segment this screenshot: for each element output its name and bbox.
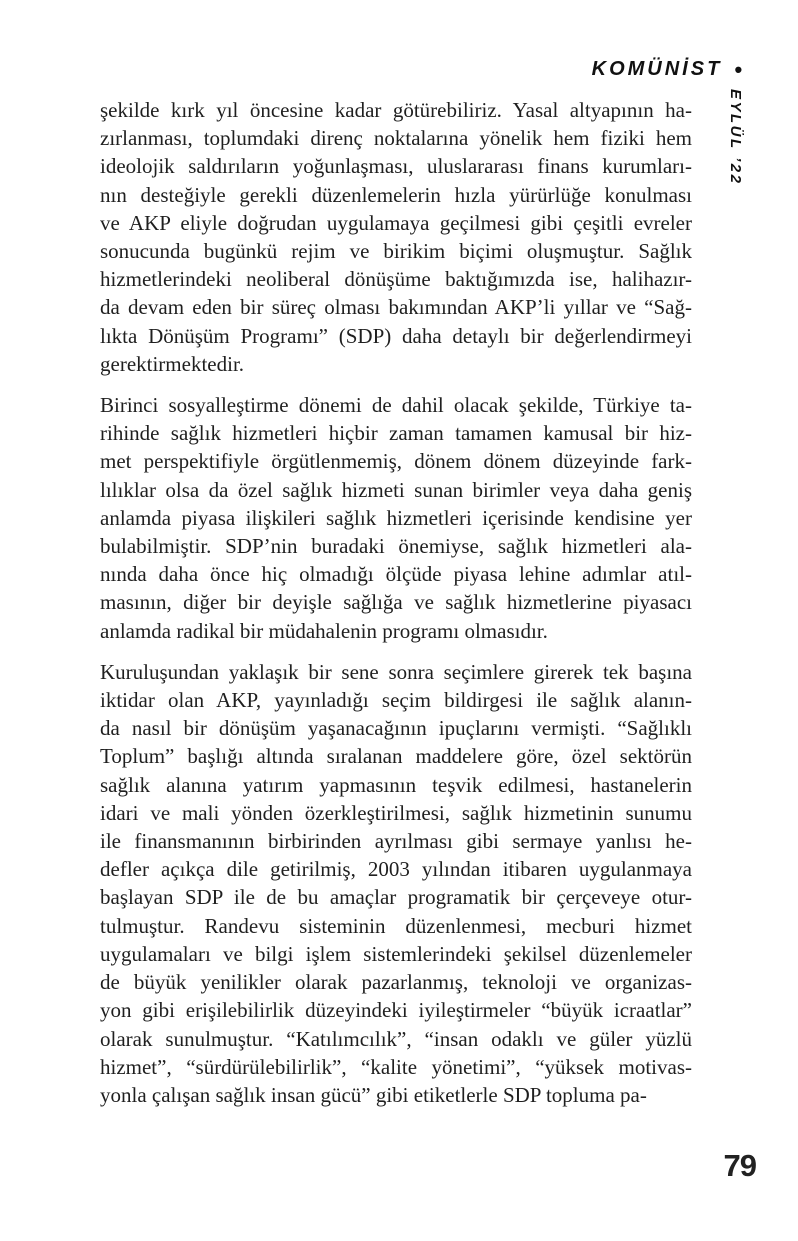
text-line: da devam eden bir süreç olması bakımından AKP’li yıllar ve “Sağ-: [100, 295, 692, 320]
text-line: ve AKP eliyle doğrudan uygulamaya geçilmesi gibi çeşitli evreler: [100, 210, 692, 235]
text-line: defler açıkça dile getirilmiş, 2003 yılından itibaren uygulanmaya: [100, 857, 692, 882]
journal-title: KOMÜNİST: [591, 58, 723, 80]
text-line: ile finansmanının birbirinden ayrılması gibi sermaye yanlısı he-: [100, 829, 692, 854]
bullet-icon: •: [734, 56, 742, 82]
text-line: olarak sunulmuştur. “Katılımcılık”, “insan odaklı ve güler yüzlü: [100, 1026, 692, 1051]
text-line: uygulamaları ve bilgi işlem sistemlerindeki şekilsel düzenlemeler: [100, 941, 692, 966]
issue-date-label: EYLÜL ’22: [727, 89, 744, 186]
text-line: rihinde sağlık hizmetleri hiçbir zaman tamamen kamusal bir hiz-: [100, 421, 692, 446]
text-line: iktidar olan AKP, yayınladığı seçim bildirgesi ile sağlık alanın-: [100, 688, 692, 713]
text-line: Birinci sosyalleştirme dönemi de dahil olacak şekilde, Türkiye ta-: [100, 393, 692, 418]
text-line: masının, diğer bir deyişle sağlığa ve sağlık hizmetlerine piyasacı: [100, 590, 692, 615]
text-line: hizmet”, “sürdürülebilirlik”, “kalite yönetimi”, “yüksek motivas-: [100, 1054, 692, 1079]
text-line: Toplum” başlığı altında sıralanan maddelere göre, özel sektörün: [100, 744, 692, 769]
text-line: de büyük yenilikler olarak pazarlanmış, teknoloji ve organizas-: [100, 970, 692, 995]
text-line: zırlanması, toplumdaki direnç noktalarına yönelik hem fiziki hem: [100, 126, 692, 151]
text-line: nın desteğiyle gerekli düzenlemelerin hızla yürürlüğe konulması: [100, 182, 692, 207]
text-line: lılıklar olsa da özel sağlık hizmeti sunan birimler veya daha geniş: [100, 477, 692, 502]
page-number: 79: [723, 1148, 756, 1183]
text-line: yonla çalışan sağlık insan gücü” gibi etiketlerle SDP topluma pa-: [100, 1082, 647, 1107]
text-line: lıkta Dönüşüm Programı” (SDP) daha detaylı bir değerlendirmeyi: [100, 323, 692, 348]
paragraph: [100, 658, 692, 1109]
text-line: bulabilmiştir. SDP’nin buradaki önemiyse, sağlık hizmetleri ala-: [100, 534, 692, 559]
text-line: idari ve mali yönden özerkleştirilmesi, sağlık hizmetinin sunumu: [100, 800, 692, 825]
text-line: yon gibi erişilebilirlik düzeyindeki iyileştirmeler “büyük icraatlar”: [100, 998, 692, 1023]
text-line: met perspektifiyle örgütlenmemiş, dönem dönem düzeyinde fark-: [100, 449, 692, 474]
text-line: gerektirmektedir.: [100, 351, 245, 376]
text-line: nında daha önce hiç olmadığı ölçüde piyasa lehine adımlar atıl-: [100, 562, 692, 587]
text-line: anlamda radikal bir müdahalenin programı olmasıdır.: [100, 618, 548, 643]
text-line: tulmuştur. Randevu sisteminin düzenlenmesi, mecburi hizmet: [100, 913, 692, 938]
text-line: da nasıl bir dönüşüm yaşanacağının ipuçlarını vermişti. “Sağlıklı: [100, 716, 692, 741]
paragraph: [100, 391, 692, 645]
page-header: [592, 58, 742, 81]
article-text: [100, 96, 692, 1109]
text-line: sağlık alanına yatırım yapmasının teşvik edilmesi, hastanelerin: [100, 772, 692, 797]
text-line: anlamda piyasa ilişkileri sağlık hizmetleri içerisinde kendisine yer: [100, 505, 692, 530]
text-line: ideolojik saldırıların yoğunlaşması, uluslararası finans kurumları-: [100, 154, 692, 179]
text-line: şekilde kırk yıl öncesine kadar götürebiliriz. Yasal altyapının ha-: [100, 98, 692, 122]
paragraph: [100, 96, 692, 378]
text-line: başlayan SDP ile de bu amaçlar programatik bir çerçeveye otur-: [100, 885, 692, 910]
text-line: sonucunda bugünkü rejim ve birikim biçimi oluşmuştur. Sağlık: [100, 239, 692, 264]
text-line: hizmetlerindeki neoliberal dönüşüme baktığımızda ise, halihazır-: [100, 267, 692, 292]
text-line: Kuruluşundan yaklaşık bir sene sonra seçimlere girerek tek başına: [100, 659, 692, 684]
